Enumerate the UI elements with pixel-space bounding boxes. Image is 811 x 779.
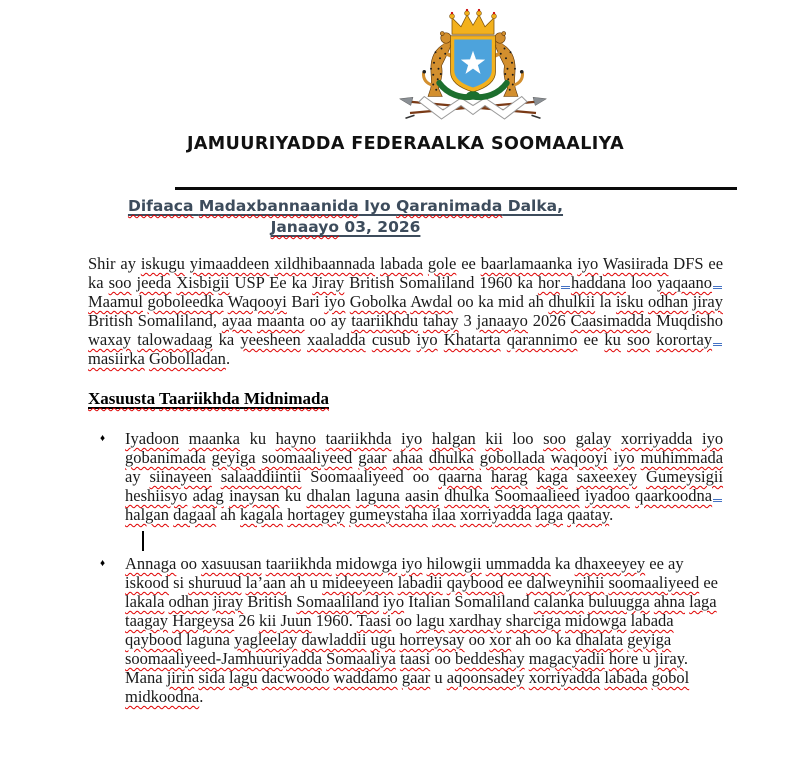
misspelled-word[interactable]: dhulka <box>428 448 474 467</box>
misspelled-word[interactable]: Gumeysigii <box>646 467 724 486</box>
misspelled-word[interactable]: Jiray <box>312 273 345 292</box>
misspelled-word[interactable]: xildhibaannada <box>274 254 376 273</box>
misspelled-word[interactable]: dhaxeeyey <box>574 554 646 573</box>
misspelled-word[interactable]: dhulkii <box>548 292 596 311</box>
misspelled-word[interactable]: gobol <box>651 668 690 687</box>
leopard-left-icon <box>422 32 454 97</box>
misspelled-word[interactable]: Iyadoon <box>125 429 180 448</box>
misspelled-word[interactable]: xasuusan <box>201 554 262 573</box>
misspelled-word[interactable]: mideeyeen <box>322 573 394 592</box>
misspelled-word[interactable]: iskugu <box>140 254 185 273</box>
misspelled-word[interactable]: yaqaano <box>657 273 713 292</box>
diamond-bullet-icon: ♦ <box>100 558 106 569</box>
misspelled-word[interactable]: shuruud <box>188 573 242 592</box>
grammar-mark <box>713 276 722 289</box>
misspelled-word[interactable]: masiirka <box>88 349 145 368</box>
misspelled-word[interactable]: sida <box>198 668 225 687</box>
misspelled-word[interactable]: qaybood <box>125 630 182 649</box>
misspelled-word[interactable]: xorriyadda <box>528 668 601 687</box>
misspelled-word[interactable]: ku <box>604 330 621 349</box>
misspelled-word[interactable]: Qaranimada <box>396 197 503 215</box>
misspelled-word[interactable]: ahna <box>653 592 686 611</box>
diamond-bullet-icon: ♦ <box>100 433 106 444</box>
misspelled-word[interactable]: iyo <box>401 554 423 573</box>
misspelled-word[interactable]: xaaladda <box>307 330 366 349</box>
misspelled-word[interactable]: adag <box>192 486 224 505</box>
misspelled-word[interactable]: dawladdii <box>301 630 367 649</box>
ribbon-icon <box>419 97 527 120</box>
misspelled-word[interactable]: ummadda <box>485 554 551 573</box>
misspelled-word[interactable]: Taariikhda <box>159 389 240 408</box>
misspelled-word[interactable]: Maamul <box>88 292 143 311</box>
misspelled-word[interactable]: hor <box>537 273 560 292</box>
misspelled-word[interactable]: jiray <box>212 592 244 611</box>
misspelled-word[interactable]: soomaaliyeed <box>608 573 700 592</box>
misspelled-word[interactable]: goboleedka <box>147 292 224 311</box>
misspelled-word[interactable]: korortay <box>656 330 713 349</box>
misspelled-word[interactable]: soomaaliyeed-Jamhuuriyadda <box>125 649 323 668</box>
misspelled-word[interactable]: isku <box>615 292 644 311</box>
misspelled-word[interactable]: lakala <box>125 592 165 611</box>
misspelled-word[interactable]: midowga <box>565 611 627 630</box>
misspelled-word[interactable]: gumeystaha <box>349 505 428 524</box>
misspelled-word[interactable]: gobollada <box>479 448 545 467</box>
misspelled-word[interactable]: Caasimadda <box>570 311 652 330</box>
misspelled-word[interactable]: dacwoodo <box>261 668 330 687</box>
misspelled-word[interactable]: qaatay <box>567 505 610 524</box>
misspelled-word[interactable]: Khatarta <box>443 330 501 349</box>
misspelled-word[interactable]: xardhay <box>448 611 502 630</box>
grammar-mark <box>713 489 722 502</box>
misspelled-word[interactable]: iyo <box>613 448 635 467</box>
misspelled-word[interactable]: Wasiirada <box>602 254 669 273</box>
misspelled-word[interactable]: geyiga <box>627 630 672 649</box>
misspelled-word[interactable]: gaar <box>358 448 387 467</box>
misspelled-word[interactable]: odhan <box>168 592 209 611</box>
misspelled-word[interactable]: Hargeysa <box>172 611 235 630</box>
misspelled-word[interactable]: lagu <box>416 611 445 630</box>
misspelled-word[interactable]: iyo <box>383 592 405 611</box>
misspelled-word[interactable]: Waqooyi <box>227 292 287 311</box>
misspelled-word[interactable]: Gobolladan <box>148 349 226 368</box>
misspelled-word[interactable]: talowadaag <box>137 330 213 349</box>
misspelled-word[interactable]: soo <box>627 330 650 349</box>
misspelled-word[interactable]: kii <box>258 611 277 630</box>
bullet-item-2-text[interactable]: Annaga oo xasuusan taariikhda midowga iyo hilowgii ummadda ka dhaxeeyey ee ay iskood si shuruud la’aan ah u mideeyeen labadii qaybood ee dalweynihii soomaaliyeed ee lakala odhan jiray British Somaaliland iyo Italian Somaliland calanka buluugga ahna laga taagay Hargeysa 26 kii Juun 1960. Taasi oo lagu xardhay sharciga midowga labada qaybood laguna yagleelay dawladdii ugu horreysay oo xor ah oo ka dhalata geyiga soomaaliyeed-Jamhuuriyadda Somaaliya taasi oo beddeshay magacyadii hore u jiray. Mana jirin sida lagu dacwoodo waddamo gaar u aqoonsadey xorriyadda labada gobol midkoodna. <box>125 554 718 706</box>
misspelled-word[interactable]: saxeexey <box>576 467 638 486</box>
misspelled-word[interactable]: iyadoo <box>584 486 630 505</box>
misspelled-word[interactable]: soo <box>543 429 566 448</box>
misspelled-word[interactable]: Annaga <box>125 554 177 573</box>
misspelled-word[interactable]: midkoodna <box>125 687 200 706</box>
somalia-coat-of-arms-icon <box>398 7 548 126</box>
misspelled-word[interactable]: sharciga <box>505 611 561 630</box>
misspelled-word[interactable]: Xasuusta <box>88 389 156 408</box>
misspelled-word[interactable]: lagu <box>229 668 258 687</box>
misspelled-word[interactable]: salaaddiintii <box>220 467 302 486</box>
misspelled-word[interactable]: halgan <box>431 429 476 448</box>
bullet-item-1-text[interactable]: Iyadoon maanka ku hayno taariikhda iyo halgan kii loo soo galay xorriyadda iyo gobanimada geyiga soomaaliyeed gaar ahaa dhulka gobollada waqooyi iyo muhimmada ay siinayeen salaaddiintii Soomaaliyeed oo qaarna harag kaga saxeexey Gumeysigii heshiisyo adag inaysan ku dhalan laguna aasin dhulka Soomaalieed iyadoo qaarkoodnahalgan dagaal ah kagala hortagey gumeystaha ilaa xorriyadda laga qaatay. <box>125 429 724 524</box>
misspelled-word[interactable]: waddamo <box>333 668 398 687</box>
misspelled-word[interactable]: la’aan <box>245 573 286 592</box>
misspelled-word[interactable]: iyo <box>324 292 346 311</box>
misspelled-word[interactable]: kaga <box>536 467 568 486</box>
misspelled-word[interactable]: qaarna <box>438 467 483 486</box>
misspelled-word[interactable]: yagleelay <box>234 630 298 649</box>
misspelled-word[interactable]: labadii <box>397 573 443 592</box>
misspelled-word[interactable]: Difaaca <box>127 197 194 215</box>
misspelled-word[interactable]: janaayo <box>476 311 528 330</box>
misspelled-word[interactable]: jiray <box>692 292 723 311</box>
misspelled-word[interactable]: tahay <box>422 311 459 330</box>
misspelled-word[interactable]: gobanimada <box>125 448 206 467</box>
heading-line-2[interactable]: Janaayo 03, 2026 <box>270 218 421 236</box>
misspelled-word[interactable]: midowga <box>335 554 398 573</box>
misspelled-word[interactable]: jiray <box>654 649 684 668</box>
misspelled-word[interactable]: taariikhda <box>325 429 392 448</box>
misspelled-word[interactable]: Soomaalieed <box>494 486 580 505</box>
misspelled-word[interactable]: ayaa <box>221 311 253 330</box>
text-cursor <box>142 531 144 551</box>
misspelled-word[interactable]: iskood <box>125 573 170 592</box>
misspelled-word[interactable]: dagaal <box>173 505 217 524</box>
misspelled-word[interactable]: Awdal <box>410 292 453 311</box>
heading-line-1[interactable]: Difaaca Madaxbannaanida Iyo Qaranimada Dalka, <box>127 197 564 215</box>
misspelled-word[interactable]: Madaxbannaanida <box>198 197 359 215</box>
misspelled-word[interactable]: Taasi <box>356 611 392 630</box>
misspelled-word[interactable]: siinayeen <box>149 467 212 486</box>
misspelled-word[interactable]: Somaaliya <box>326 649 396 668</box>
misspelled-word[interactable]: waxay <box>88 330 132 349</box>
misspelled-word[interactable]: gaar <box>401 668 431 687</box>
section-heading[interactable] <box>88 389 329 409</box>
misspelled-word[interactable]: labada <box>379 254 424 273</box>
misspelled-word[interactable]: cusub <box>371 330 411 349</box>
misspelled-word[interactable]: dhalata <box>575 630 624 649</box>
misspelled-word[interactable]: taariikhdu <box>351 311 419 330</box>
horizontal-rule <box>175 187 737 190</box>
misspelled-word[interactable]: hortagey <box>287 505 345 524</box>
misspelled-word[interactable]: kii <box>485 429 503 448</box>
misspelled-word[interactable]: yimaaddeen <box>189 254 270 273</box>
misspelled-word[interactable]: hayno <box>275 429 316 448</box>
misspelled-word[interactable]: dalweynihii <box>526 573 605 592</box>
misspelled-word[interactable]: Juun <box>280 611 312 630</box>
misspelled-word[interactable]: maanka <box>188 429 240 448</box>
misspelled-word[interactable]: taagay <box>125 611 169 630</box>
misspelled-word[interactable]: galay <box>575 429 612 448</box>
misspelled-word[interactable]: iyo <box>577 254 599 273</box>
misspelled-word[interactable]: kagala <box>240 505 284 524</box>
misspelled-word[interactable]: aasin <box>405 486 439 505</box>
misspelled-word[interactable]: qarannimo <box>506 330 578 349</box>
misspelled-word[interactable]: soo <box>108 273 132 292</box>
misspelled-word[interactable]: dhalan <box>306 486 351 505</box>
misspelled-word[interactable]: labada <box>630 611 674 630</box>
misspelled-word[interactable]: xorriyadda <box>459 505 532 524</box>
misspelled-word[interactable]: ilaa <box>431 505 456 524</box>
misspelled-word[interactable]: Somaaliland <box>296 592 379 611</box>
document-heading[interactable] <box>88 196 723 238</box>
misspelled-word[interactable]: hilowgii <box>426 554 482 573</box>
misspelled-word[interactable]: xorriyadda <box>620 429 693 448</box>
misspelled-word[interactable]: jirin <box>166 668 195 687</box>
misspelled-word[interactable]: soomaaliyeed <box>261 448 353 467</box>
misspelled-word[interactable]: aqoonsadey <box>446 668 525 687</box>
misspelled-word[interactable]: Janaayo <box>270 218 340 236</box>
misspelled-word[interactable]: ahaa <box>392 448 423 467</box>
misspelled-word[interactable]: waqooyi <box>550 448 608 467</box>
misspelled-word[interactable]: taasi <box>399 649 431 668</box>
misspelled-word[interactable]: iyo <box>702 429 724 448</box>
misspelled-word[interactable]: buluugga <box>588 592 650 611</box>
shield-icon <box>451 36 496 92</box>
misspelled-word[interactable]: laguna <box>355 486 400 505</box>
misspelled-word[interactable]: geyiga <box>211 448 256 467</box>
misspelled-word[interactable]: beddeshay <box>454 649 525 668</box>
misspelled-word[interactable]: xor <box>489 630 512 649</box>
misspelled-word[interactable]: Midnimada <box>243 389 329 408</box>
misspelled-word[interactable]: ugu <box>370 630 396 649</box>
misspelled-word[interactable]: qaarkoodna <box>635 486 713 505</box>
misspelled-word[interactable]: laga <box>535 505 564 524</box>
misspelled-word[interactable]: yeesheen <box>240 330 301 349</box>
bullet-item-2[interactable] <box>100 554 723 706</box>
misspelled-word[interactable]: hore <box>608 649 639 668</box>
misspelled-word[interactable]: heshiisyo <box>125 486 188 505</box>
misspelled-word[interactable]: magacyadii <box>528 649 605 668</box>
page-title[interactable]: JAMUURIYADDA FEDERAALKA SOOMAALIYA <box>186 134 625 154</box>
misspelled-word[interactable]: Xisbigii <box>176 273 230 292</box>
grammar-mark <box>561 276 570 289</box>
misspelled-word[interactable]: muhimmada <box>640 448 724 467</box>
grammar-mark <box>713 333 722 346</box>
misspelled-word[interactable]: iyo <box>416 330 438 349</box>
misspelled-word[interactable]: qaybood <box>446 573 504 592</box>
misspelled-word[interactable]: inaysan <box>229 486 280 505</box>
misspelled-word[interactable]: labada <box>604 668 648 687</box>
misspelled-word[interactable]: baarlamaanka <box>480 254 573 273</box>
misspelled-word[interactable]: laga <box>689 592 717 611</box>
misspelled-word[interactable]: calanka <box>533 592 585 611</box>
misspelled-word[interactable]: dhulka <box>444 486 490 505</box>
misspelled-word[interactable]: taariikhda <box>265 554 332 573</box>
bullet-item-1[interactable] <box>100 429 723 524</box>
crown-icon <box>450 9 497 34</box>
misspelled-word[interactable]: maanta <box>256 311 305 330</box>
misspelled-word[interactable]: horreysay <box>399 630 465 649</box>
misspelled-word[interactable]: harag <box>491 467 528 486</box>
misspelled-word[interactable]: odhan <box>647 292 689 311</box>
intro-paragraph[interactable]: Shir ay iskugu yimaaddeen xildhibaannada labada gole ee baarlamaanka iyo Wasiirada DFS ee ka soo jeeda Xisbigii USP Ee ka Jiray British Somaliland 1960 ka hor haddana loo yaqaanoMaamul goboleedka Waqooyi Bari iyo Gobolka Awdal oo ka mid ah dhulkii la isku odhan jiray British Somaliland, ayaa maanta oo ay taariikhdu tahay 3 janaayo 2026 Caasimadda Muqdisho waxay talowadaag ka yeesheen xaaladda cusub iyo Khatarta qarannimo ee ku soo korortaymasiirka Gobolladan. <box>88 254 724 368</box>
misspelled-word[interactable]: Gobolka <box>349 292 407 311</box>
misspelled-word[interactable]: gole <box>427 254 457 273</box>
leopard-right-icon <box>492 32 524 97</box>
misspelled-word[interactable]: iyo <box>401 429 423 448</box>
misspelled-word[interactable]: haddana <box>570 273 626 292</box>
misspelled-word[interactable]: jeeda <box>136 273 172 292</box>
misspelled-word[interactable]: halgan <box>125 505 169 524</box>
